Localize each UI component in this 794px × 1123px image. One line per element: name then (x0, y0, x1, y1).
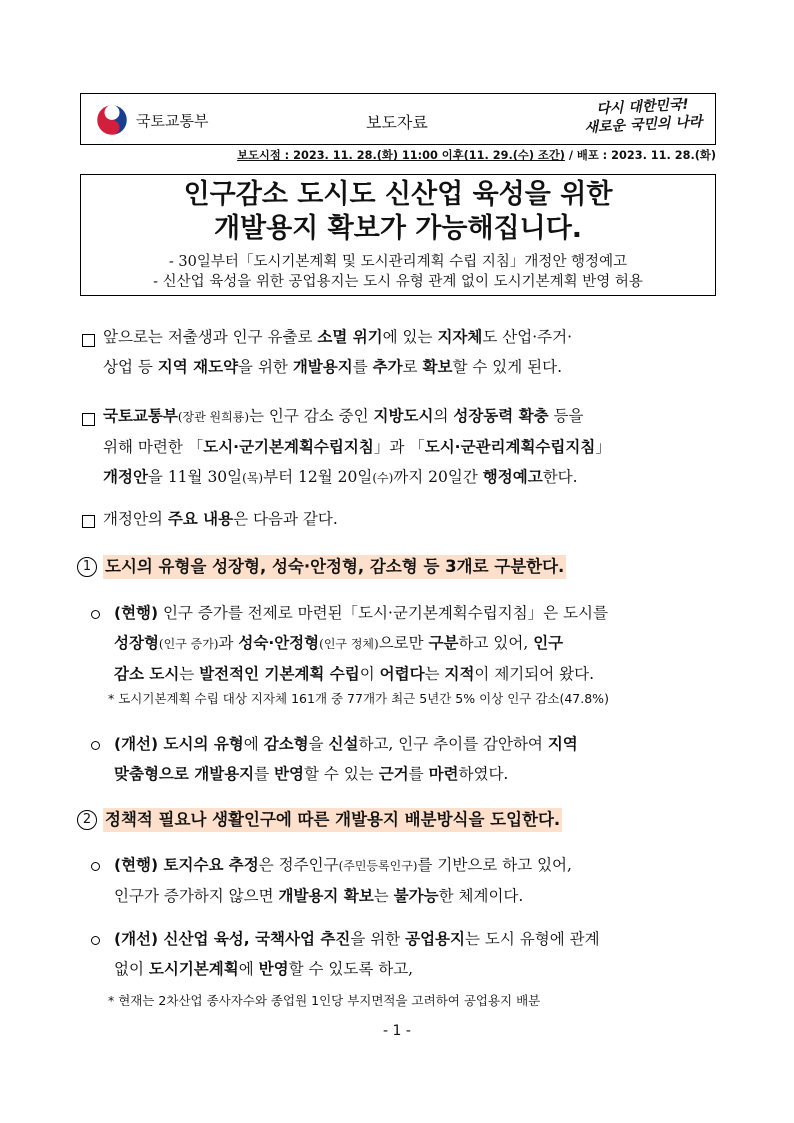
text: 할 수 있게 된다. (452, 358, 562, 376)
text-bold: 주요 내용 (167, 510, 234, 528)
text: 한 체계이다. (438, 887, 524, 905)
text: 는 (179, 665, 200, 683)
text-small: (주민등록인구) (338, 859, 418, 873)
text-bold: 도시·군관리계획수립지침 (424, 438, 596, 456)
text: 도 산업·주거· (482, 328, 573, 346)
subtitle-1: - 30일부터「도시기본계획 및 도시관리계획 수립 지침」개정안 행정예고 (168, 254, 628, 270)
text-bold: 반영 (258, 960, 289, 978)
text-small: (인구 정체) (319, 637, 379, 651)
footnote-2: * 현재는 2차산업 종사자수와 종업원 1인당 부지면적을 고려하여 공업용지 배분 (108, 993, 541, 1008)
title-box (80, 174, 716, 296)
text: 없이 (114, 960, 149, 978)
circle-bullet-icon (91, 936, 100, 945)
text: 는 (373, 887, 394, 905)
text-bold: 도시기본계획 (148, 960, 239, 978)
text-bold: 성장형 (114, 634, 159, 652)
text-bold: 신설 (328, 735, 359, 753)
text-bold: 마련 (428, 765, 459, 783)
text-small: (수) (372, 471, 394, 485)
text: 을 (308, 735, 329, 753)
text: 할 수 있도록 하고, (288, 960, 414, 978)
text-bold: 감소형 (263, 735, 309, 753)
text-bold: 개발용지 확보 (278, 887, 374, 905)
box-bullet-icon (82, 334, 95, 347)
text-bold: 토지수요 추정 (158, 856, 259, 874)
headline-line-2: 개발용지 확보가 가능해집니다. (213, 213, 583, 244)
text-bold: 지자체 (437, 328, 483, 346)
text: 」 (595, 438, 611, 456)
paragraph-intro (103, 322, 715, 382)
section-number-2: 2 (77, 810, 97, 830)
text-bold: 감소 도시 (114, 665, 180, 683)
text-bold: 맞춤형으로 개발용지 (114, 765, 255, 783)
ministry-name: 국토교통부 (136, 112, 209, 130)
text: 개정안의 (103, 510, 168, 528)
text: 를 기반으로 하고 있어, (417, 856, 572, 874)
text-bold: 지역 (547, 735, 578, 753)
text: 등을 (548, 407, 584, 425)
text-small: (목) (242, 471, 264, 485)
section-number-1: 1 (77, 557, 97, 577)
ministry-logo-icon (95, 103, 129, 137)
text-bold: 지적 (444, 665, 475, 683)
text-bold: 신산업 육성, 국책사업 추진 (158, 930, 351, 948)
circle-bullet-icon (91, 610, 100, 619)
text: 인구가 증가하지 않으면 (114, 887, 279, 905)
text: 하였다. (458, 765, 509, 783)
text: 인구 증가를 전제로 마련된「도시·군기본계획수립지침」은 도시를 (158, 604, 608, 622)
text: 부터 12월 20일 (263, 468, 373, 486)
page-number: - 1 - (383, 1023, 411, 1039)
distribution-date: / 배포 : 2023. 11. 28.(화) (564, 149, 716, 162)
paragraph-announcement (103, 401, 715, 493)
text-bold: 도시·군기본계획수립지침 (203, 438, 374, 456)
text-bold: (개선) (114, 930, 159, 948)
box-bullet-icon (82, 515, 95, 528)
text: 으로만 (378, 634, 429, 652)
text: 까지 20일간 (393, 468, 483, 486)
text-bold: 성숙·안정형 (238, 634, 320, 652)
section-1-heading: 도시의 유형을 성장형, 성숙·안정형, 감소형 등 3개로 구분한다. (103, 555, 566, 579)
section-2-heading: 정책적 필요나 생활인구에 따른 개발용지 배분방식을 도입한다. (103, 808, 562, 832)
header-box (80, 93, 716, 145)
text: 에 (238, 960, 259, 978)
section-2-current (114, 850, 716, 911)
text: 를 (352, 358, 373, 376)
text: 을 위한 (350, 930, 406, 948)
text-bold: 개정안 (103, 468, 148, 486)
text: 」과 「 (373, 438, 425, 456)
text: 은 정주인구 (258, 856, 339, 874)
text: 하고 있어, (458, 634, 534, 652)
text-bold: 반영 (274, 765, 305, 783)
text: 앞으로는 저출생과 인구 유출로 (103, 328, 318, 346)
text: 의 (433, 407, 454, 425)
text: 를 (408, 765, 429, 783)
text-bold: (현행) (114, 604, 159, 622)
section-1-improvement (114, 729, 716, 789)
paragraph-overview (103, 504, 715, 534)
text: 한다. (542, 468, 578, 486)
text: 은 다음과 같다. (233, 510, 338, 528)
subtitle-2: - 신산업 육성을 위한 공업용지는 도시 유형 관계 없이 도시기본계획 반영 허용 (153, 274, 643, 290)
text: 이 제기되어 왔다. (474, 665, 595, 683)
text-bold: 개발용지 (292, 358, 353, 376)
text-bold: 불가능 (393, 887, 439, 905)
text-small: (인구 증가) (158, 637, 219, 651)
text-bold: 성장동력 확충 (453, 407, 549, 425)
document-type: 보도자료 (366, 113, 428, 132)
slogan-line-1: 다시 대한민국! (595, 96, 690, 118)
text-bold: 도시의 유형 (158, 735, 244, 753)
text-bold: 지역 재도약 (157, 358, 239, 376)
text-bold: (개선) (114, 735, 159, 753)
text-bold: 발전적인 기본계획 수립 (199, 665, 360, 683)
text-bold: 어렵다 (379, 665, 425, 683)
text: 를 (254, 765, 275, 783)
text-bold: 근거 (378, 765, 409, 783)
text: 이 (359, 665, 380, 683)
circle-bullet-icon (91, 741, 100, 750)
text: 에 (243, 735, 264, 753)
text-bold: 지방도시 (373, 407, 434, 425)
text-small: (장관 원희룡) (177, 410, 250, 424)
section-1-current (114, 598, 716, 689)
text: 과 (218, 634, 239, 652)
slogan (574, 94, 712, 137)
footnote-1: * 도시기본계획 수립 대상 지자체 161개 중 77개가 최근 5년간 5% 이상 인구 감소(47.8%) (108, 691, 609, 706)
headline-line-1: 인구감소 도시도 신산업 육성을 위한 (183, 179, 613, 210)
slogan-line-2: 새로운 국민의 나라 (584, 113, 703, 137)
embargo-time: 보도시점 : 2023. 11. 28.(화) 11:00 이후(11. 29.(수) 조간) (237, 149, 565, 162)
text: 는 (424, 665, 445, 683)
text-bold: 인구 (533, 634, 564, 652)
text: 상업 등 (103, 358, 158, 376)
text: 에 있는 (382, 328, 438, 346)
text: 을 11월 30일 (147, 468, 243, 486)
section-2-improvement (114, 924, 716, 984)
text: 는 도시 유형에 관계 (465, 930, 600, 948)
text: 로 (402, 358, 423, 376)
text-bold: 추가 (372, 358, 403, 376)
text: 하고, 인구 추이를 감안하여 (358, 735, 548, 753)
text-bold: 공업용지 (405, 930, 465, 948)
text: 는 인구 감소 중인 (249, 407, 374, 425)
text-bold: 행정예고 (482, 468, 543, 486)
box-bullet-icon (82, 413, 95, 426)
text: 할 수 있는 (304, 765, 379, 783)
text: 위해 마련한 「 (103, 438, 204, 456)
text-bold: 소멸 위기 (317, 328, 383, 346)
text-bold: (현행) (114, 856, 159, 874)
text-bold: 확보 (422, 358, 453, 376)
embargo-line (200, 147, 716, 163)
text: 을 위한 (238, 358, 293, 376)
text-bold: 국토교통부 (103, 407, 178, 425)
circle-bullet-icon (91, 862, 100, 871)
text-bold: 구분 (428, 634, 459, 652)
